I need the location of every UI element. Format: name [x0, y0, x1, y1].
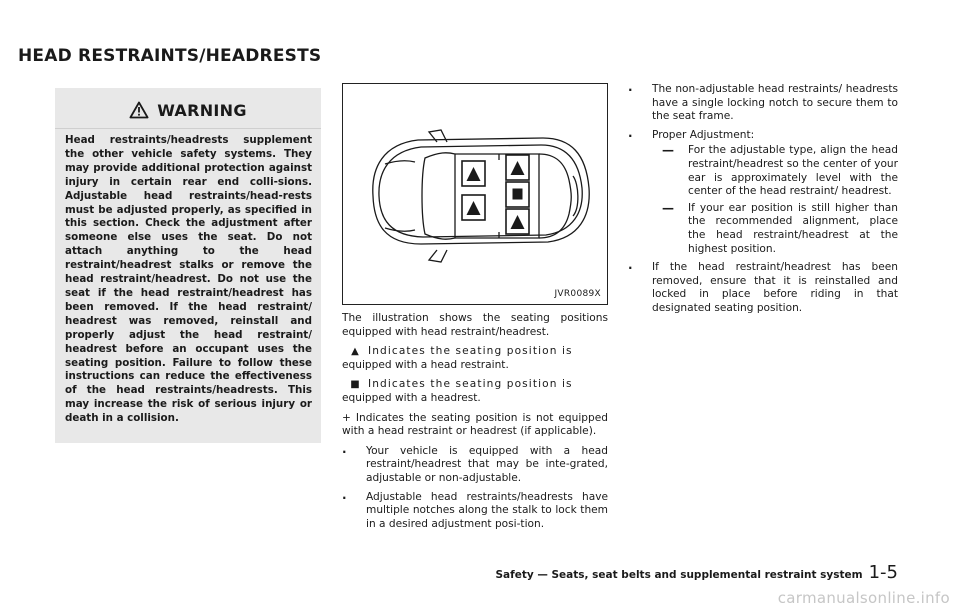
page-footer [495, 562, 898, 583]
page-number: 1-5 [868, 562, 898, 583]
proper-adjustment-label: Proper Adjustment: [652, 128, 755, 141]
right-column [628, 83, 898, 321]
seating-diagram [342, 83, 608, 305]
warning-box [55, 88, 321, 443]
middle-bullet-list [342, 445, 608, 532]
list-item: . Your vehicle is equipped with a head restraint/headrest that may be inte-grated, adjustable or non-adjustable. [342, 445, 608, 486]
head-restraint-triangle-icon: ▲ [351, 346, 359, 358]
list-item: . Adjustable head restraints/headrests have multiple notches along the stalk to lock them in a desired adjustment posi-tion. [342, 491, 608, 532]
illustration-intro: The illustration shows the seating positions equipped with head restraint/headrest. [342, 312, 608, 338]
car-top-view-illustration [343, 84, 607, 304]
middle-column [342, 312, 608, 536]
figure-code: JVR0089X [554, 289, 601, 299]
legend-restraint-text-a: Indicates the seating position is [368, 345, 573, 358]
warning-title: WARNING [157, 100, 247, 120]
warning-triangle-icon [129, 101, 149, 119]
sub-list [652, 144, 898, 256]
list-item: . The non-adjustable head restraints/ headrests have a single locking notch to secure them to the seat frame. [628, 83, 898, 124]
warning-text: Head restraints/headrests supplement the other vehicle safety systems. They may provide additional protection against injury in certain rear end colli-sions. Adjustable head restraints/head-rests must be adjusted properly, as specified in this section. Check the adjustment after someone else uses the seat. Do not attach anything to the head restraint/headrest stalks or remove the head restraint/headrest. Do not use the seat if the head restraint/headrest has been removed. If the head restraint/ headrest was removed, reinstall and properly adjust the head restraint/ headrest before an occupant uses the seating position. Failure to follow these instructions can reduce the effectiveness of the head restraints/headrests. This may increase the risk of serious injury or death in a collision. [65, 134, 312, 425]
sub-list-item: — For the adjustable type, align the head restraint/headrest so the center of your ear is approximately level with the center of the head restraint/ headrest. [652, 144, 898, 198]
sub-list-item: — If your ear position is still higher than the recommended alignment, place the head restraint/headrest at the highest position. [652, 202, 898, 256]
legend-restraint-text-b: equipped with a head restraint. [342, 358, 509, 371]
watermark: carmanualsonline.info [777, 589, 950, 607]
list-item-proper-adjustment [628, 129, 898, 256]
right-bullet-list [628, 83, 898, 316]
legend-restraint [342, 345, 608, 359]
legend-headrest [342, 378, 608, 392]
page-title: HEAD RESTRAINTS/HEADRESTS [18, 46, 322, 66]
headrest-square-icon: ■ [350, 379, 360, 391]
footer-section-title: Safety — Seats, seat belts and supplemental restraint system [495, 569, 863, 581]
headrest-square-icon [513, 189, 523, 200]
legend-headrest-text-a: Indicates the seating position is [368, 378, 573, 391]
warning-header [55, 98, 321, 122]
warning-divider [55, 128, 321, 129]
legend-none: + Indicates the seating position is not equipped with a head restraint or headrest (if applicable). [342, 411, 608, 438]
list-item: . If the head restraint/headrest has been removed, ensure that it is reinstalled and locked in place before riding in that designated seating position. [628, 261, 898, 315]
legend-headrest-text-b: equipped with a headrest. [342, 391, 481, 404]
